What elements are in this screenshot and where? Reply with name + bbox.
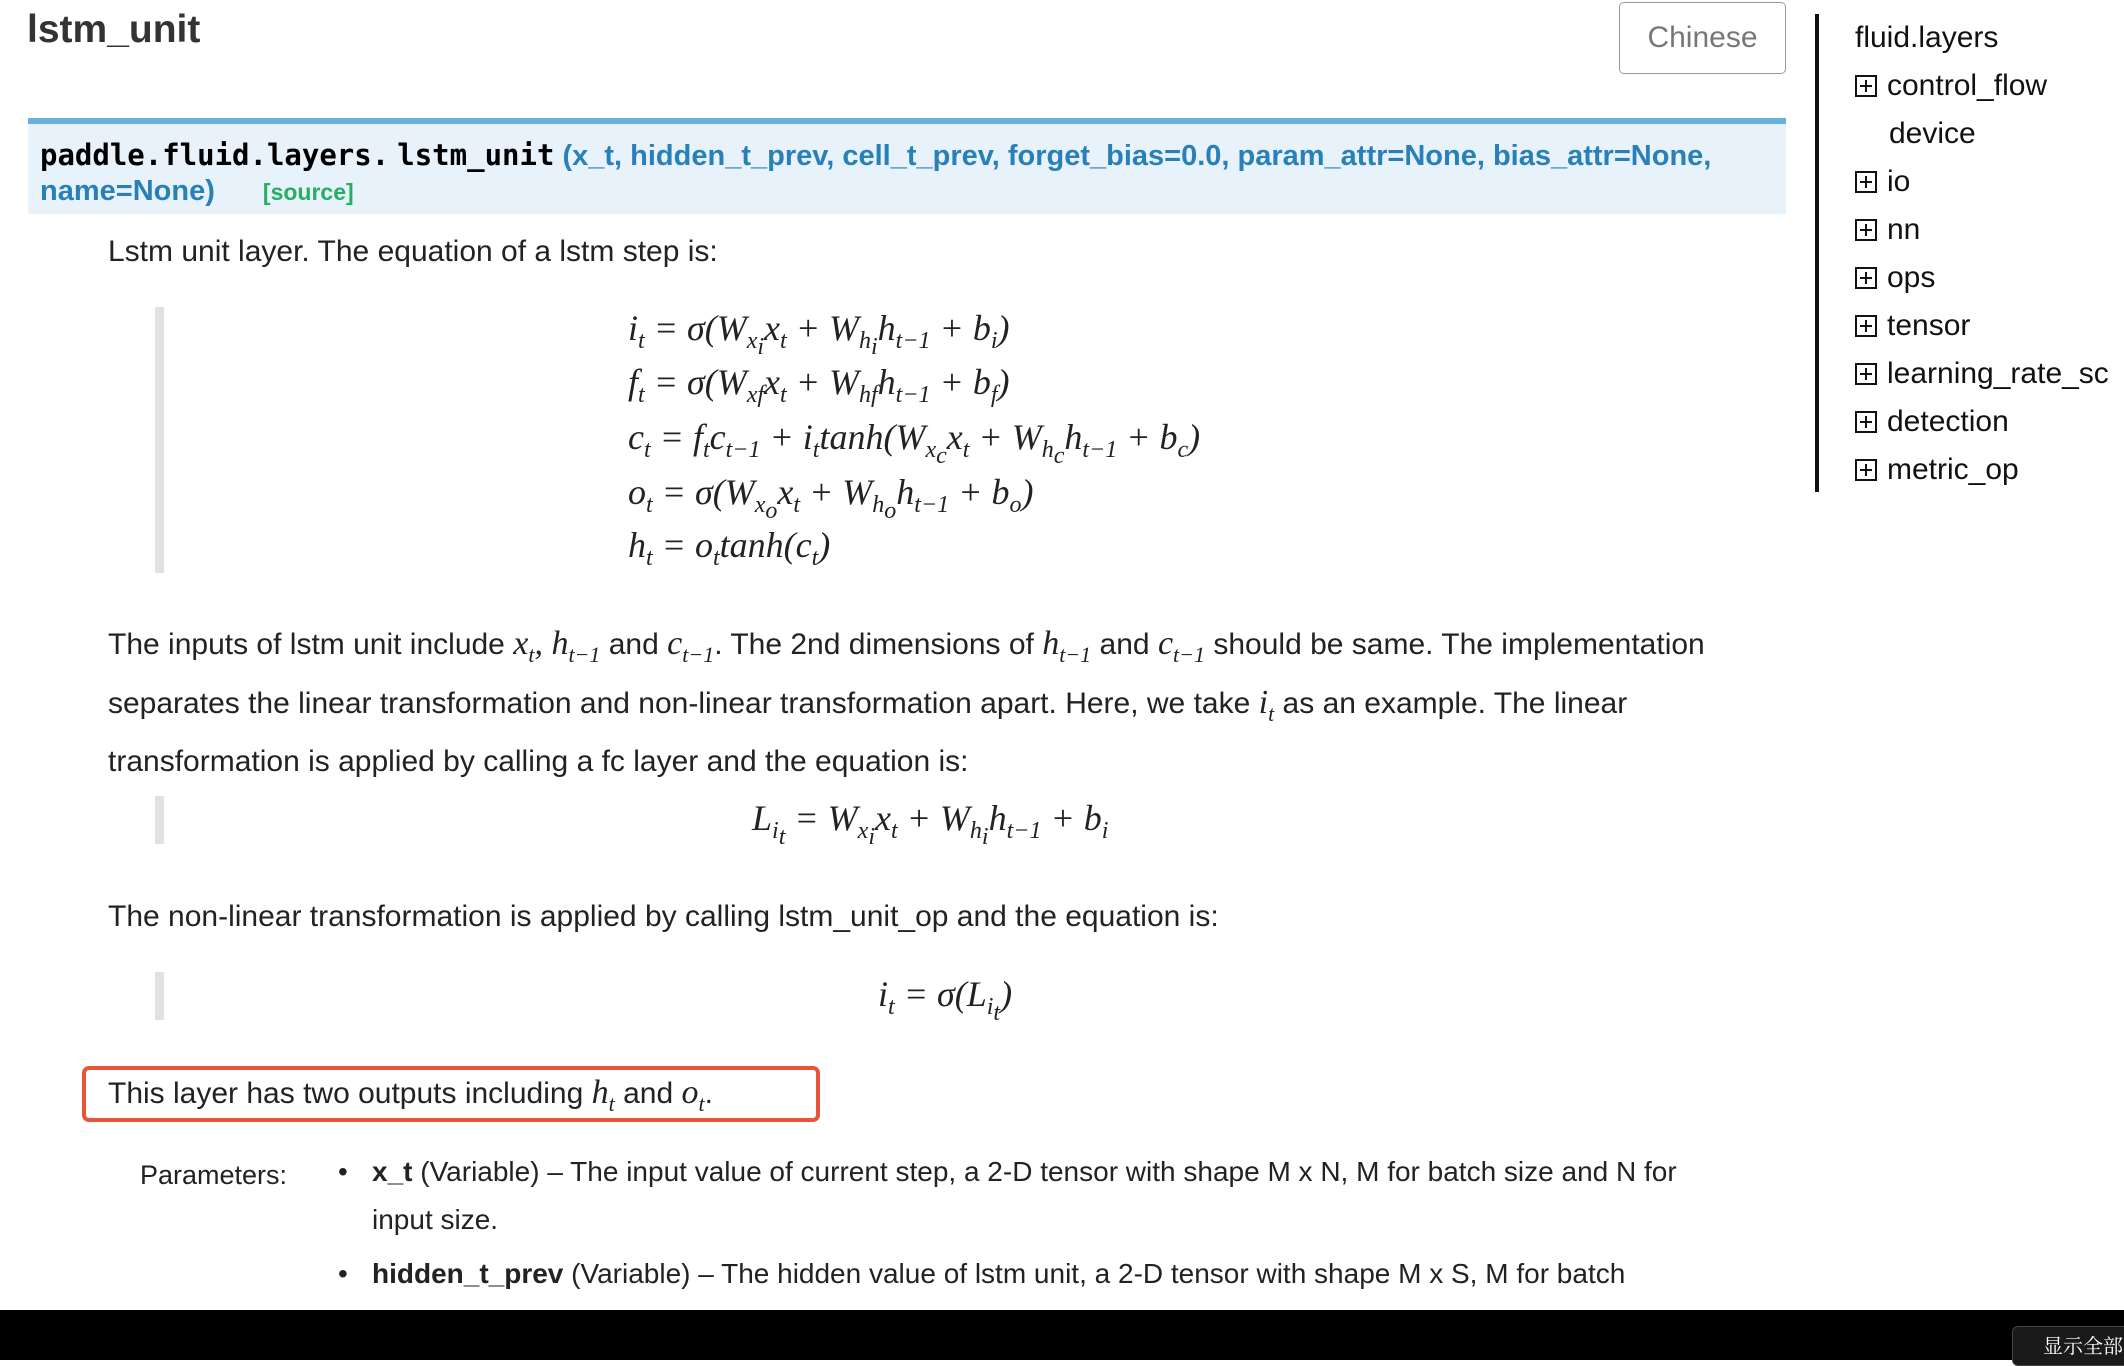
inputs-paragraph: The inputs of lstm unit include $x_t$, $h_{t-1}$ and $c_{t-1}$. The 2nd dimensions of $h_{t-1}$ and $c_{t-1}$ should be same. The implementation separates the linear transformation and non-linear transformation apart. Here, we take $i_t$ as an example. The linear transformation is applied by calling a fc layer and the equation is: (108, 625, 1705, 778)
sidebar-item-tensor[interactable] (1855, 302, 2124, 350)
equation-hidden-state: $h_t = o_t\tanh(c_t)$ (628, 525, 831, 572)
signature-params-cont: name=None) (40, 175, 215, 207)
signature-name: lstm_unit (397, 138, 555, 172)
sidebar-item-label[interactable]: io (1887, 165, 1911, 198)
sidebar-item-detection[interactable] (1855, 398, 2124, 446)
expand-plus-icon[interactable] (1855, 267, 1877, 289)
expand-plus-icon[interactable] (1855, 75, 1877, 97)
page-title: lstm_unit (27, 8, 201, 51)
equation-input-gate: $i_t = \sigma(W_{x_i}x_t + W_{h_i}h_{t-1} + b_i)$ (628, 308, 1010, 360)
source-link[interactable]: [source] (262, 179, 354, 205)
sidebar-item-ops[interactable] (1855, 254, 2124, 302)
parameters-list (338, 1148, 1738, 1304)
expand-plus-icon[interactable] (1855, 219, 1877, 241)
equation-cell-state: $c_t = f_tc_{t-1} + i_t\tanh(W_{x_c}x_t + W_{h_c}h_{t-1} + b_c)$ (628, 417, 1201, 469)
linear-equation-blockquote (155, 796, 164, 844)
expand-plus-icon[interactable] (1855, 459, 1877, 481)
intro-text: Lstm unit layer. The equation of a lstm step is: (108, 235, 718, 268)
expand-plus-icon[interactable] (1855, 315, 1877, 337)
signature-module: paddle.fluid.layers. (40, 138, 390, 172)
show-all-button[interactable]: 显示全部 (2012, 1326, 2124, 1366)
sidebar-item-io[interactable] (1855, 158, 2124, 206)
sidebar-item-device[interactable] (1855, 110, 2124, 158)
outputs-paragraph: This layer has two outputs including $h_t$ and $o_t$. (108, 1074, 713, 1116)
parameter-description: (Variable) – The input value of current step, a 2-D tensor with shape M x N, M for batch size and N for input size. (372, 1156, 1677, 1235)
parameter-item (338, 1148, 1738, 1244)
sidebar-item-label[interactable]: detection (1887, 405, 2009, 438)
sidebar-nav (1855, 14, 2124, 494)
expand-plus-icon[interactable] (1855, 171, 1877, 193)
sidebar-item-label[interactable]: metric_op (1887, 453, 2019, 486)
function-signature (28, 118, 1786, 214)
parameter-name: hidden_t_prev (372, 1258, 564, 1289)
sidebar-item-nn[interactable] (1855, 206, 2124, 254)
sidebar-divider (1815, 14, 1819, 492)
sidebar-item-label[interactable]: learning_rate_sc (1887, 357, 2109, 390)
parameter-description: (Variable) – The hidden value of lstm unit, a 2-D tensor with shape M x S, M for batch (563, 1258, 1626, 1289)
sidebar-item-label[interactable]: control_flow (1887, 69, 2048, 102)
nonlinear-paragraph: The non-linear transformation is applied by calling lstm_unit_op and the equation is: (108, 900, 1219, 933)
expand-plus-icon[interactable] (1855, 411, 1877, 433)
expand-plus-icon[interactable] (1855, 363, 1877, 385)
sidebar-item-metric-op[interactable] (1855, 446, 2124, 494)
sidebar-item-label[interactable]: device (1889, 117, 1976, 150)
bottom-bar (0, 1310, 2124, 1360)
sidebar-item-label[interactable]: ops (1887, 261, 1936, 294)
parameter-item (338, 1250, 1738, 1298)
parameter-name: x_t (372, 1156, 413, 1187)
sidebar-item-control-flow[interactable] (1855, 62, 2124, 110)
parameters-label: Parameters: (140, 1160, 288, 1190)
equation-nonlinear-transform: $i_t = \sigma(L_{i_t})$ (878, 974, 1013, 1026)
sidebar-item-label[interactable]: tensor (1887, 309, 1971, 342)
language-toggle-button[interactable]: Chinese (1619, 2, 1786, 74)
nonlinear-equation-blockquote (155, 972, 164, 1020)
sidebar-item-learning-rate[interactable] (1855, 350, 2124, 398)
signature-params: (x_t, hidden_t_prev, cell_t_prev, forget_bias=0.0, param_attr=None, bias_attr=None, (562, 140, 1712, 172)
equation-output-gate: $o_t = \sigma(W_{x_o}x_t + W_{h_o}h_{t-1} + b_o)$ (628, 472, 1034, 524)
equation-linear-transform: $L_{i_t} = W_{x_i}x_t + W_{h_i}h_{t-1} + b_i$ (752, 798, 1109, 850)
equation-forget-gate: $f_t = \sigma(W_{xf}x_t + W_{hf}h_{t-1} + b_f)$ (628, 362, 1010, 409)
sidebar-item-label[interactable]: nn (1887, 213, 1921, 246)
equation-blockquote (155, 307, 164, 573)
sidebar-title[interactable]: fluid.layers (1855, 21, 1999, 54)
